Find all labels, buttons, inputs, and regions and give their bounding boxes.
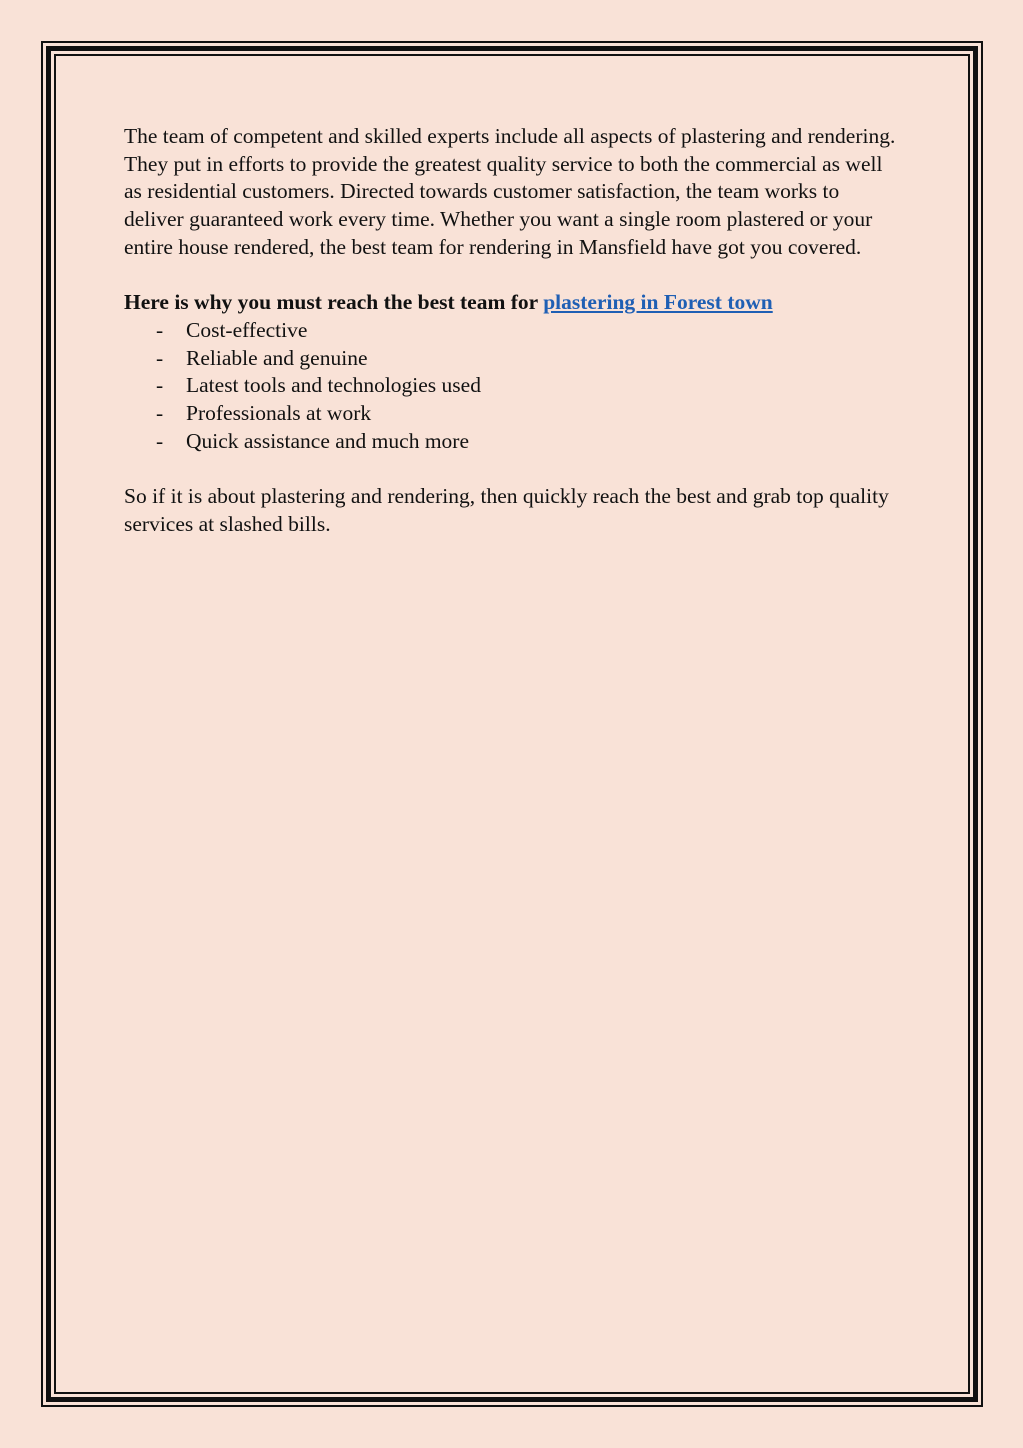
closing-paragraph: So if it is about plastering and rendering, then quickly reach the best and grab top quality services at slashed bills. [124,484,889,536]
list-item [124,345,899,373]
list-item [124,400,899,428]
intro-paragraph: The team of competent and skilled experts include all aspects of plastering and rendering. They put in efforts to provide the greatest quality service to both the commercial as well as residential customers. Directed towards customer satisfaction, the team works to deliver guaranteed work every time. Whether you want a single room plastered or your entire house rendered, the best team for rendering in Mansfield have got you covered. [124,124,896,259]
list-item [124,372,899,400]
document-body [124,123,899,539]
paragraph-spacer [124,455,899,483]
features-heading-text: Here is why you must reach the best team for [124,290,544,315]
bullet-dash: - [156,345,164,370]
list-item-label: Cost-effective [186,317,308,342]
list-item-label: Quick assistance and much more [186,428,469,453]
bullet-dash: - [156,401,164,426]
bullet-dash: - [156,428,164,453]
plastering-forest-town-link[interactable]: plastering in Forest town [543,290,773,315]
list-item [124,317,899,345]
list-item [124,428,899,456]
bullet-dash: - [156,373,164,398]
features-list [124,317,899,456]
list-item-label: Reliable and genuine [186,345,368,370]
list-item-label: Latest tools and technologies used [186,373,481,398]
features-heading [124,289,899,317]
paragraph-spacer [124,262,899,290]
bullet-dash: - [156,317,164,342]
list-item-label: Professionals at work [186,401,372,426]
